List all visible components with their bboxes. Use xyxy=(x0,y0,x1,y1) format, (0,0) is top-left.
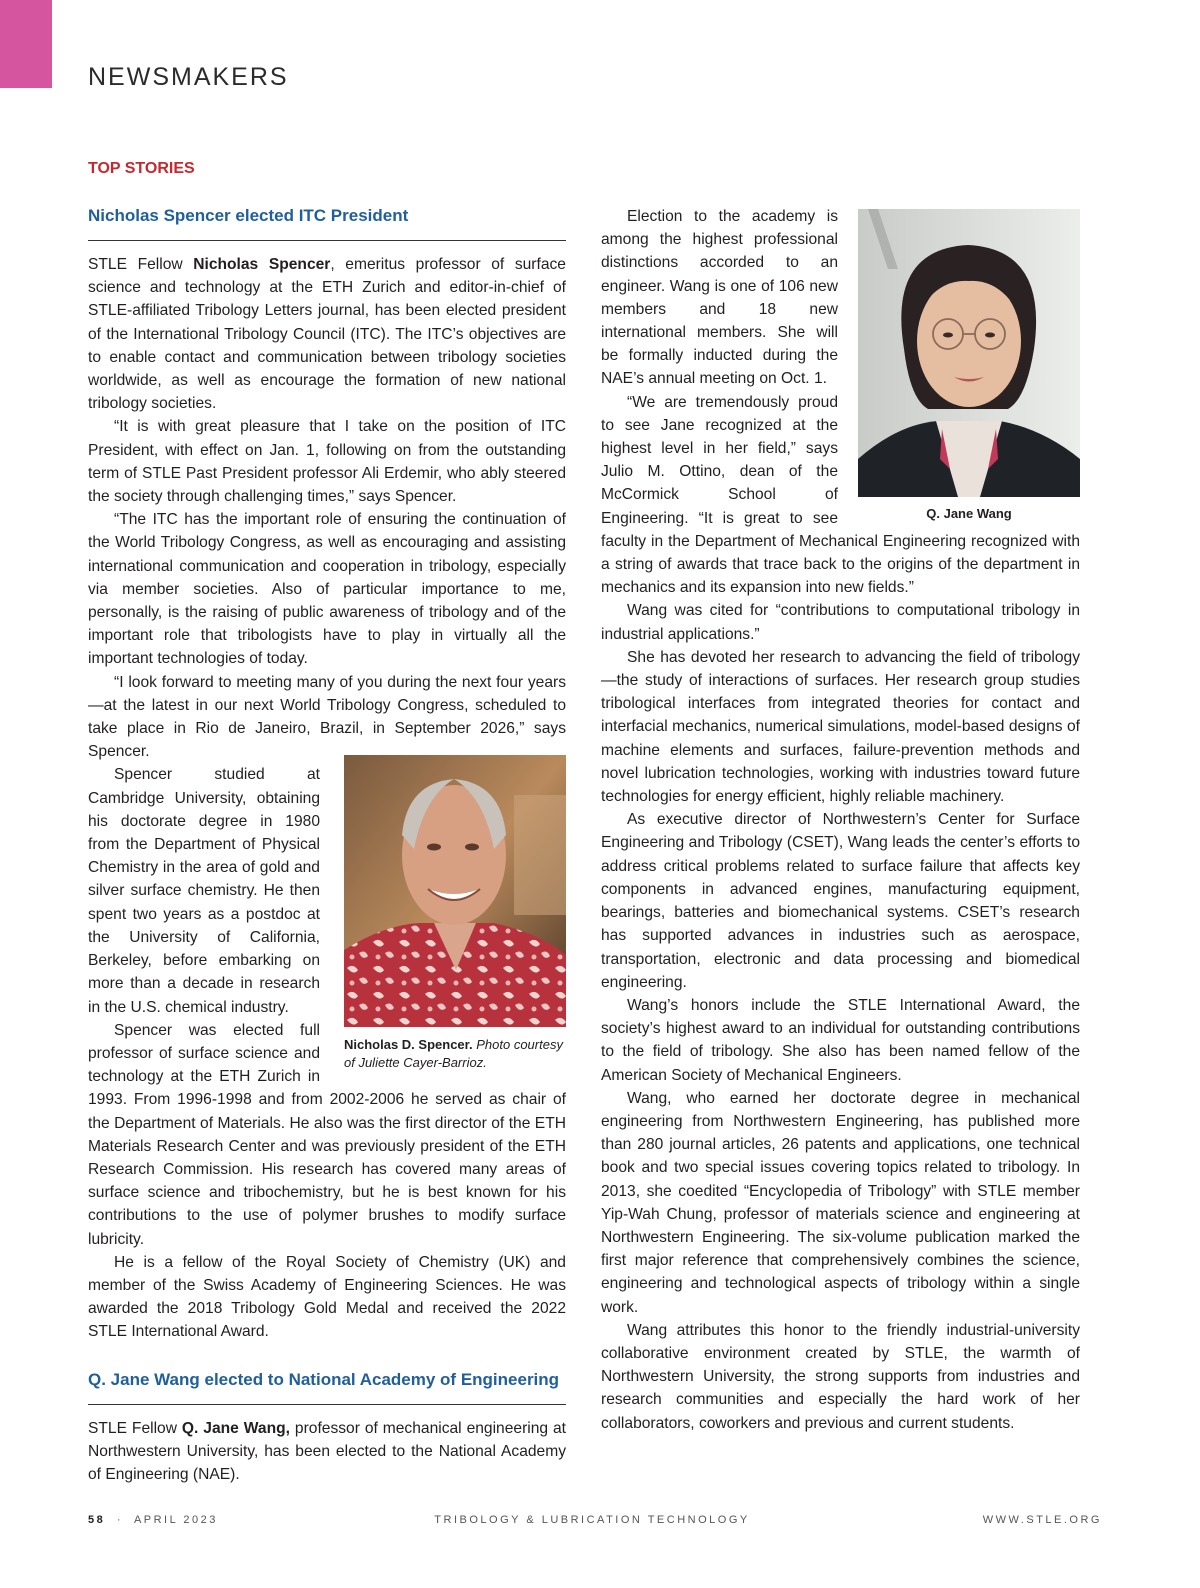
headline-rule xyxy=(88,240,566,241)
story2-headline: Q. Jane Wang elected to National Academy of Engineering xyxy=(88,1369,560,1389)
person-name: Q. Jane Wang, xyxy=(181,1419,290,1437)
section-title: NEWSMAKERS xyxy=(88,63,289,91)
story1-paragraph: He is a fellow of the Royal Society of Chemistry (UK) and member of the Swiss Academy of Engineering Sciences. He was awarded the 2018 Tribology Gold Medal and received the 2022 STLE International Award. xyxy=(88,1253,566,1341)
spencer-photo xyxy=(344,755,566,1027)
website-url[interactable]: WWW.STLE.ORG xyxy=(982,1514,1102,1526)
caption-name: Nicholas D. Spencer. xyxy=(344,1037,473,1052)
story1-paragraph: “The ITC has the important role of ensuring the continuation of the World Tribology Congress, as well as encouraging and assisting international communication and cooperation in tribology, especially via member societies. Also of particular importance to me, personally, is the raising of public awareness of tribology and of the important role that tribologists have to play in virtually all the important technologies of today. xyxy=(88,511,566,668)
footer-separator: · xyxy=(116,1514,123,1526)
wang-photo xyxy=(858,209,1080,497)
magazine-name: TRIBOLOGY & LUBRICATION TECHNOLOGY xyxy=(434,1514,750,1526)
person-name: Nicholas Spencer xyxy=(193,256,331,273)
story1-paragraph: Spencer was elected full professor of surface science and technology at the ETH Zurich in 1993. From 1996-1998 and from 2002-2006 he served as chair of the Department of Materials. He also was the first director of the ETH Materials Research Center and was previously president of the ETH Research Commission. His research has covered many areas of surface science and tribochemistry, but he is best known for his contributions to the use of polymer brushes to modify surface lubricity. xyxy=(88,1021,566,1248)
page-number: 58 xyxy=(88,1514,106,1526)
section-color-tab xyxy=(0,0,52,88)
spencer-photo-caption xyxy=(344,1036,569,1072)
headline-rule xyxy=(88,1404,566,1405)
story2-paragraph: Election to the academy is among the highest professional distinctions accorded to an engineer. Wang is one of 106 new members and 18 new international members. She will be formally inducted during the NAE’s annual meeting on Oct. 1. xyxy=(601,208,838,388)
caption-credit: Photo courtesy of Juliette Cayer-Barrioz. xyxy=(344,1037,563,1070)
story2-paragraph: Wang attributes this honor to the friendly industrial-university collaborative environment created by STLE, the warmth of Northwestern University, the strong supports from industries and research communities and especially the hard work of her collaborators, coworkers and previous and current students. xyxy=(601,1321,1080,1432)
story2-paragraph: Wang’s honors include the STLE International Award, the society’s highest award to an individual for outstanding contributions to the field of tribology. She also has been named fellow of the American Society of Mechanical Engineers. xyxy=(601,996,1080,1084)
story2-paragraph: Wang, who earned her doctorate degree in mechanical engineering from Northwestern Engineering, has published more than 280 journal articles, 26 patents and applications, one technical book and two special issues covering topics related to tribology. In 2013, she coedited “Encyclopedia of Tribology” with STLE member Yip-Wah Chung, professor of materials science and engineering at Northwestern Engineering. The six-volume publication marked the first major reference that comprehensively combines the science, engineering and technological aspects of tribology within a single work. xyxy=(601,1089,1080,1316)
story1-paragraph: STLE Fellow Nicholas Spencer, emeritus professor of surface science and technology at the ETH Zurich and editor-in-chief of STLE-affiliated Tribology Letters journal, has been elected president of the International Tribology Council (ITC). The ITC’s objectives are to enable contact and communication between tribology societies worldwide, as well as encourage the formation of new national tribology societies. xyxy=(88,256,566,413)
wang-photo-caption: Q. Jane Wang xyxy=(926,506,1012,521)
story2-paragraph: “We are tremendously proud to see Jane recognized at the highest level in her field,” says Julio M. Ottino, dean of the McCormick School of Engineering. “It is great to see faculty in the Department of Mechanical Engineering recognized with a string of awards that trace back to the origins of the department in mechanics and its expansion into new fields.” xyxy=(601,393,1080,597)
story2-paragraph: As executive director of Northwestern’s Center for Surface Engineering and Tribology (CSET), Wang leads the center’s efforts to address critical problems related to surface failure that affects key components in advanced engines, manufacturing equipment, bearings, batteries and biomechanical systems. CSET’s research has supported advances in industries such as aerospace, transportation, electronic and data processing and biomedical engineering. xyxy=(601,811,1080,991)
story1-paragraph: “I look forward to meeting many of you during the next four years—at the latest in our next World Tribology Congress, scheduled to take place in Rio de Janeiro, Brazil, in September 2026,” says Spencer. xyxy=(88,673,566,761)
story1-paragraph: “It is with great pleasure that I take on the position of ITC President, with effect on Jan. 1, following on from the outstanding term of STLE Past President professor Ali Erdemir, who ably steered the society through challenging times,” says Spencer. xyxy=(88,418,566,506)
story2-paragraph: STLE Fellow Q. Jane Wang, professor of mechanical engineering at Northwestern University, has been elected to the National Academy of Engineering (NAE). xyxy=(88,1419,566,1483)
story1-headline: Nicholas Spencer elected ITC President xyxy=(88,206,409,225)
top-stories-kicker: TOP STORIES xyxy=(88,160,195,177)
story2-paragraph: She has devoted her research to advancing the field of tribology—the study of interactions of surfaces. Her research group studies tribological interfaces from integrated theories for contact and interfacial mechanics, numerical simulations, model-based designs of machine elements and surfaces, failure-prevention methods and novel lubrication technologies, working with industries toward future technologies for energy efficient, highly reliable machinery. xyxy=(601,648,1080,806)
story1-paragraph: Spencer studied at Cambridge University, obtaining his doctorate degree in 1980 from the Department of Physical Chemistry in the area of gold and silver surface chemistry. He then spent two years as a postdoc at the University of California, Berkeley, before embarking on more than a decade in research in the U.S. chemical industry. xyxy=(88,766,320,1016)
issue-date: APRIL 2023 xyxy=(133,1514,218,1526)
story2-paragraph: Wang was cited for “contributions to computational tribology in industrial applications.” xyxy=(601,602,1080,643)
